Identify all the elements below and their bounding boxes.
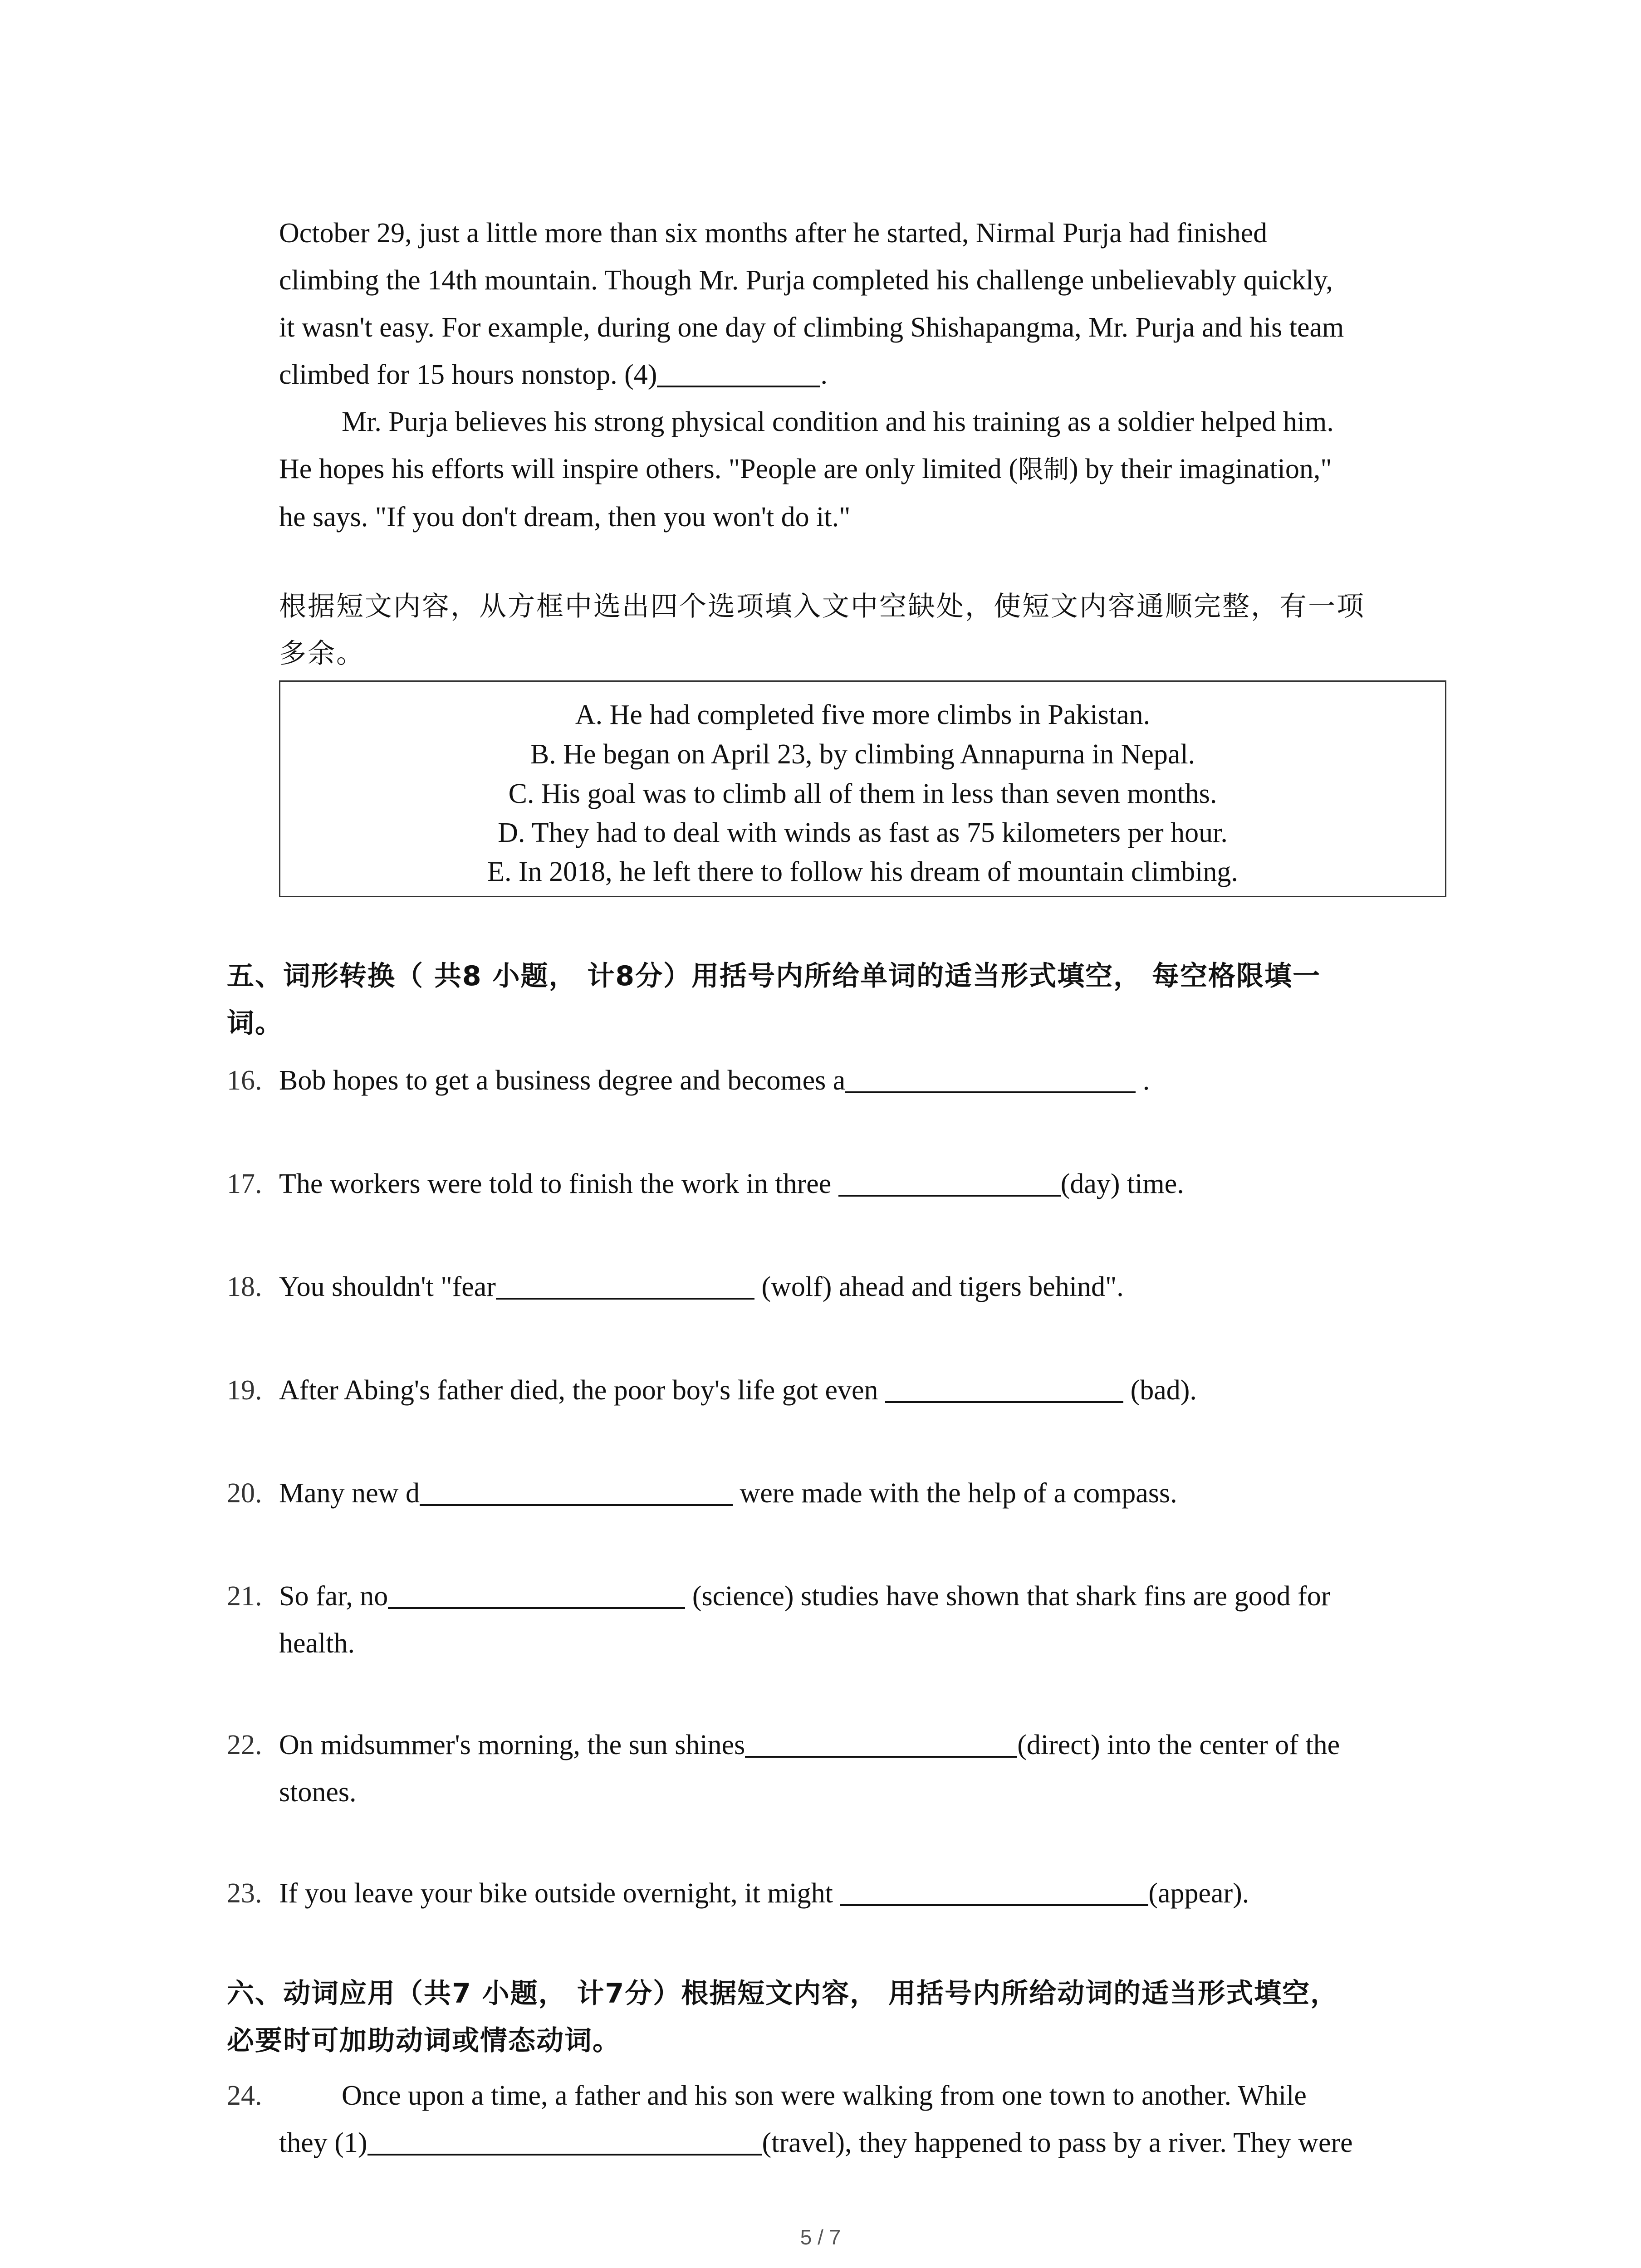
option-e: E. In 2018, he left there to follow his dream of mountain climbing. (487, 856, 1238, 887)
question-number: 16. (227, 1065, 262, 1096)
passage-line-with-blank (279, 351, 1454, 398)
question-body (279, 1367, 1456, 1414)
option-d: D. They had to deal with winds as fast as 75 kilometers per hour. (498, 817, 1228, 848)
option-a: A. He had completed five more climbs in Pakistan. (575, 699, 1151, 730)
passage-text: He hopes his efforts will inspire others. "People are only limited ( (279, 454, 1018, 484)
question-body (279, 1721, 1456, 1816)
question-body (279, 2072, 1456, 2166)
question-number: 18. (227, 1271, 262, 1302)
passage-line: climbing the 14th mountain. Though Mr. Purja completed his challenge unbelievably quickly, (279, 265, 1333, 296)
question-number: 19. (227, 1375, 262, 1406)
passage-line: Mr. Purja believes his strong physical condition and his training as a soldier helped him. (342, 406, 1334, 437)
answer-blank[interactable] (388, 1579, 685, 1609)
question-number: 24. (227, 2080, 262, 2111)
question-body (279, 1057, 1456, 1104)
passage-text: climbed for 15 hours nonstop. (4) (279, 359, 657, 390)
question-text: (science) studies have shown that shark fins are good for (685, 1581, 1331, 1612)
answer-blank[interactable] (745, 1728, 1017, 1758)
question-number: 21. (227, 1581, 262, 1612)
question-text: they (1) (279, 2127, 367, 2158)
question-body (279, 1160, 1456, 1207)
question-number: 20. (227, 1478, 262, 1509)
question-text: Once upon a time, a father and his son were walking from one town to another. While (342, 2080, 1307, 2111)
question-text: After Abing's father died, the poor boy's life got even (279, 1375, 886, 1406)
question-number: 23. (227, 1878, 262, 1909)
reading-instruction (279, 583, 1454, 677)
question-body (279, 1870, 1456, 1917)
question-number: 22. (227, 1730, 262, 1760)
question-text: The workers were told to finish the work in three (279, 1168, 838, 1199)
answer-blank[interactable] (496, 1270, 754, 1300)
passage-line: it wasn't easy. For example, during one day of climbing Shishapangma, Mr. Purja and his team (279, 312, 1344, 343)
answer-blank[interactable] (840, 1876, 1148, 1906)
answer-blank[interactable] (845, 1063, 1136, 1093)
option-c: C. His goal was to climb all of them in less than seven months. (508, 778, 1217, 809)
passage-line: October 29, just a little more than six months after he started, Nirmal Purja had finished (279, 218, 1268, 249)
option-b: B. He began on April 23, by climbing Annapurna in Nepal. (530, 739, 1195, 770)
answer-blank[interactable] (885, 1373, 1123, 1403)
question-text: (wolf) ahead and tigers behind". (754, 1271, 1124, 1302)
question-text: (bad). (1123, 1375, 1197, 1406)
section-6-heading (227, 1970, 1452, 2064)
instruction-line: 多余。 (279, 638, 365, 670)
question-text: health. (279, 1628, 355, 1659)
question-text: (travel), they happened to pass by a river. They were (762, 2127, 1353, 2158)
section-heading-line: 词。 (227, 1007, 283, 1039)
question-text: You shouldn't "fear (279, 1271, 496, 1302)
question-text: . (1136, 1065, 1150, 1096)
question-text: stones. (279, 1777, 357, 1808)
instruction-line: 根据短文内容，从方框中选出四个选项填入文中空缺处，使短文内容通顺完整，有一项 (279, 591, 1365, 622)
question-text: On midsummer's morning, the sun shines (279, 1730, 745, 1760)
answer-blank-4[interactable] (657, 357, 820, 387)
question-body (279, 1573, 1456, 1667)
answer-blank[interactable] (367, 2126, 762, 2156)
question-number: 17. (227, 1168, 262, 1199)
chinese-gloss: 限制 (1018, 455, 1069, 484)
answer-blank[interactable] (838, 1167, 1061, 1197)
section-heading-line: 六、动词应用（共7 小题， 计7分）根据短文内容， 用括号内所给动词的适当形式填空， (227, 1978, 1339, 2009)
question-body (279, 1470, 1456, 1517)
question-text: If you leave your bike outside overnight, it might (279, 1878, 840, 1909)
passage-line: he says. "If you don't dream, then you won't do it." (279, 502, 851, 533)
question-text: Many new d (279, 1478, 420, 1509)
page-number: 5 / 7 (800, 2225, 841, 2249)
question-text: So far, no (279, 1581, 388, 1612)
section-5-heading (227, 953, 1452, 1047)
question-text: (day) time. (1060, 1168, 1184, 1199)
section-heading-line: 必要时可加助动词或情态动词。 (227, 2025, 621, 2057)
passage-line (279, 445, 1454, 494)
options-box (279, 680, 1446, 897)
section-heading-line: 五、词形转换（ 共8 小题， 计8分）用括号内所给单词的适当形式填空， 每空格限填一 (227, 960, 1321, 992)
passage-period: . (820, 359, 828, 390)
question-text: were made with the help of a compass. (732, 1478, 1177, 1509)
question-text: (direct) into the center of the (1017, 1730, 1340, 1760)
question-text: (appear). (1148, 1878, 1249, 1909)
reading-passage (279, 210, 1454, 541)
answer-blank[interactable] (420, 1476, 733, 1506)
question-text: Bob hopes to get a business degree and becomes a (279, 1065, 846, 1096)
passage-text: ) by their imagination," (1068, 454, 1332, 484)
question-body (279, 1263, 1456, 1310)
